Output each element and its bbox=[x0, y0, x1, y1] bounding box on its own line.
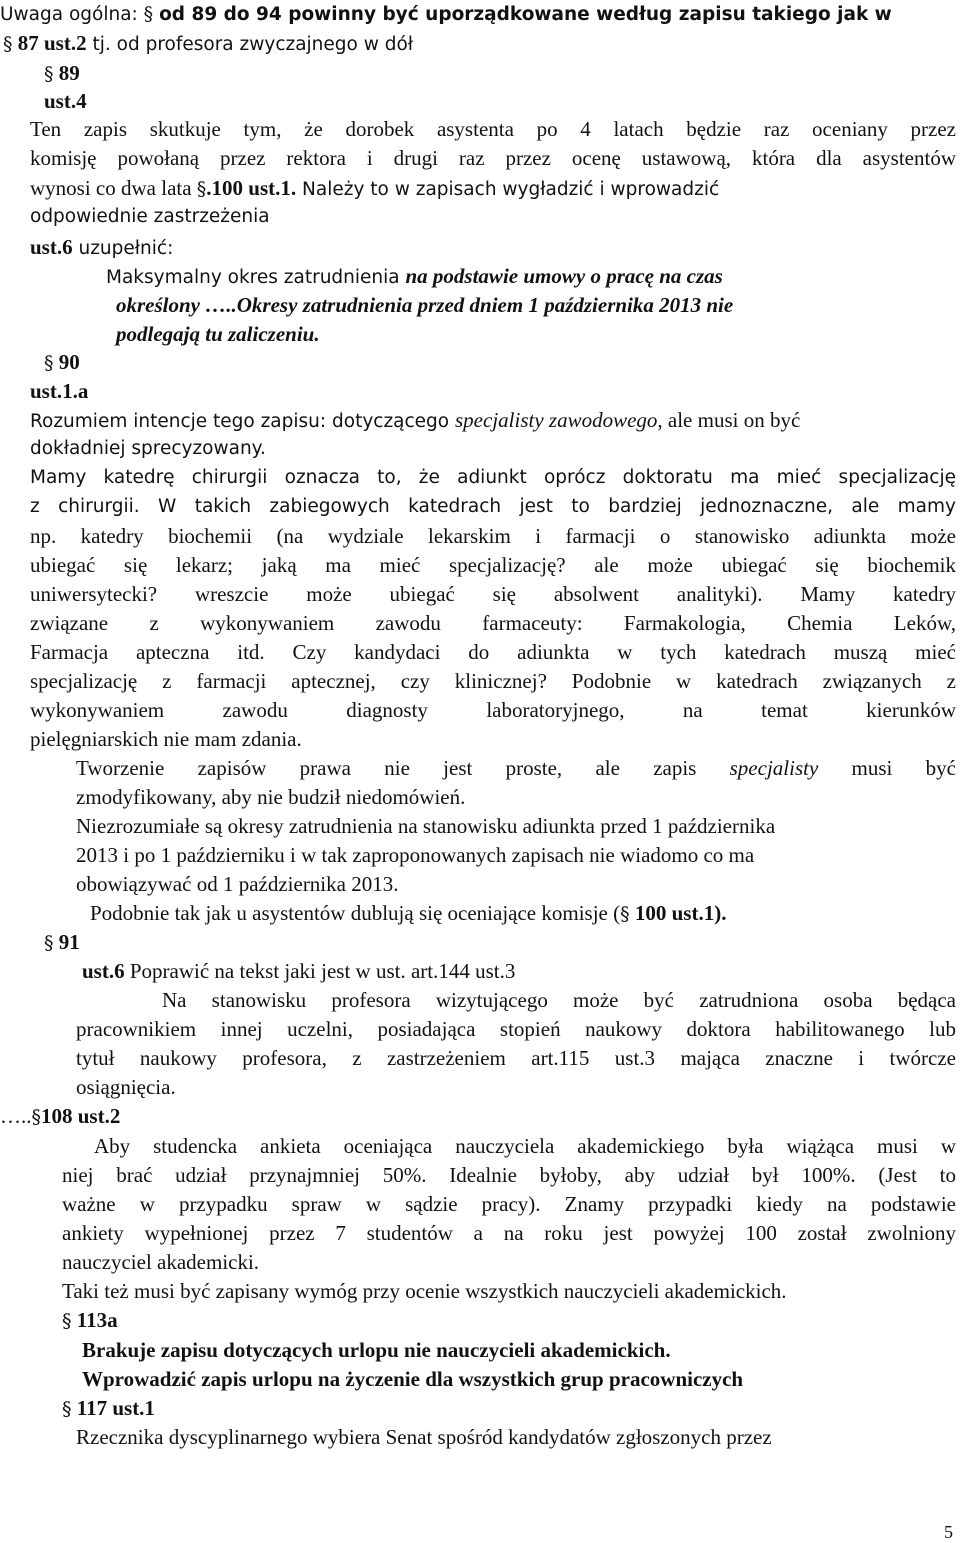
section-heading-113a: § 113a bbox=[62, 1308, 118, 1332]
section-sign-icon: § bbox=[196, 178, 207, 200]
section-heading-108: …..§108 ust.2 bbox=[0, 1104, 121, 1128]
paragraph-line: z chirurgii. W takich zabiegowych katedrach jest to bardziej jednoznaczne, ale mamy bbox=[30, 496, 956, 517]
subsection-heading: ust.4 bbox=[44, 89, 87, 113]
paragraph-line: Na stanowisku profesora wizytującego może być zatrudniona osoba będąca bbox=[162, 988, 956, 1012]
section-heading-89: § 89 bbox=[44, 61, 80, 85]
paragraph-line: związane z wykonywaniem zawodu farmaceuty: Farmakologia, Chemia Leków, bbox=[30, 611, 956, 635]
section-sign-icon: § bbox=[44, 352, 54, 374]
paragraph-line: nauczyciel akademicki. bbox=[62, 1250, 260, 1274]
paragraph-line: Aby studencka ankieta oceniająca nauczyciela akademickiego była wiążąca musi w bbox=[94, 1134, 956, 1158]
section-sign-icon: § bbox=[3, 33, 13, 55]
page-number: 5 bbox=[944, 1522, 953, 1542]
paragraph-line: zmodyfikowany, aby nie budził niedomówień. bbox=[76, 785, 466, 809]
subsection-heading: ust.1.a bbox=[30, 379, 89, 403]
section-sign-icon: § bbox=[62, 1398, 72, 1420]
quoted-text-line: podlegają tu zaliczeniu. bbox=[116, 322, 320, 346]
paragraph-line: osiągnięcia. bbox=[76, 1075, 176, 1099]
paragraph-line: ankiety wypełnionej przez 7 studentów a na roku jest powyżej 100 został zwolniony bbox=[62, 1221, 956, 1245]
paragraph-line: wynosi co dwa lata §.100 ust.1. Należy to w zapisach wygładzić i wprowadzić bbox=[30, 176, 720, 200]
note-continuation: § 87 ust.2 tj. od profesora zwyczajnego w dół bbox=[3, 31, 414, 55]
paragraph-line: komisję powołaną przez rektora i drugi raz przez ocenę ustawową, która dla asystentów bbox=[30, 146, 956, 170]
section-sign-icon: § bbox=[62, 1310, 72, 1332]
paragraph-line: Ten zapis skutkuje tym, że dorobek asystenta po 4 latach będzie raz oceniany przez bbox=[30, 117, 956, 141]
paragraph-line: np. katedry biochemii (na wydziale lekarskim i farmacji o stanowisko adiunkta może bbox=[30, 524, 956, 548]
paragraph-line: Tworzenie zapisów prawa nie jest proste, ale zapis specjalisty musi być bbox=[76, 756, 956, 780]
paragraph-line: odpowiednie zastrzeżenia bbox=[30, 206, 270, 227]
section-sign-icon: § bbox=[31, 1106, 41, 1128]
paragraph-line: uniwersytecki? wreszcie może ubiegać się absolwent analityki). Mamy katedry bbox=[30, 582, 956, 606]
paragraph-line: pracownikiem innej uczelni, posiadająca stopień naukowy doktora habilitowanego lub bbox=[76, 1017, 956, 1041]
section-sign-icon: § bbox=[620, 903, 630, 925]
note-text: od 89 do 94 powinny być uporządkowane według zapisu takiego jak w bbox=[159, 4, 892, 25]
paragraph-line: wykonywaniem zawodu diagnosty laboratoryjnego, na temat kierunków bbox=[30, 698, 956, 722]
paragraph-line: specjalizację z farmacji aptecznej, czy klinicznej? Podobnie w katedrach związanych z bbox=[30, 669, 956, 693]
bold-statement: Wprowadzić zapis urlopu na życzenie dla wszystkich grup pracowniczych bbox=[82, 1367, 744, 1391]
section-sign-icon: § bbox=[44, 932, 54, 954]
note-label: Uwaga ogólna: bbox=[0, 4, 144, 25]
paragraph-line: Niezrozumiałe są okresy zatrudnienia na stanowisku adiunkta przed 1 października bbox=[76, 814, 776, 838]
section-heading-91: § 91 bbox=[44, 930, 80, 954]
subsection-line: ust.6 Poprawić na tekst jaki jest w ust. art.144 ust.3 bbox=[82, 959, 516, 983]
paragraph-line: obowiązywać od 1 października 2013. bbox=[76, 872, 399, 896]
general-note-line bbox=[0, 1, 960, 28]
paragraph-line: niej brać udział przynajmniej 50%. Idealnie byłoby, aby udział był 100%. (Jest to bbox=[62, 1163, 956, 1187]
paragraph-line: Farmacja apteczna itd. Czy kandydaci do adiunkta w tych katedrach muszą mieć bbox=[30, 640, 956, 664]
section-sign-icon: § bbox=[143, 3, 154, 25]
paragraph-line: Podobnie tak jak u asystentów dublują się oceniające komisje (§ 100 ust.1). bbox=[90, 901, 727, 925]
paragraph-line: Rozumiem intencje tego zapisu: dotyczącego specjalisty zawodowego, ale musi on być bbox=[30, 408, 801, 432]
section-heading-117: § 117 ust.1 bbox=[62, 1396, 155, 1420]
subsection-line: ust.6 uzupełnić: bbox=[30, 235, 174, 259]
bold-statement: Brakuje zapisu dotyczących urlopu nie nauczycieli akademickich. bbox=[82, 1338, 671, 1362]
paragraph-line: pielęgniarskich nie mam zdania. bbox=[30, 727, 302, 751]
quoted-text-line: określony …..Okresy zatrudnienia przed dniem 1 października 2013 nie bbox=[116, 293, 734, 317]
paragraph-line: dokładniej sprecyzowany. bbox=[30, 438, 266, 459]
section-sign-icon: § bbox=[44, 63, 54, 85]
paragraph-line: Taki też musi być zapisany wymóg przy ocenie wszystkich nauczycieli akademickich. bbox=[62, 1279, 787, 1303]
paragraph-line: Rzecznika dyscyplinarnego wybiera Senat spośród kandydatów zgłoszonych przez bbox=[76, 1425, 772, 1449]
section-heading-90: § 90 bbox=[44, 350, 80, 374]
paragraph-line: Mamy katedrę chirurgii oznacza to, że adiunkt oprócz doktoratu ma mieć specjalizację bbox=[30, 467, 956, 488]
paragraph-line: ważne w przypadku spraw w sądzie pracy). Znamy przypadki kiedy na podstawie bbox=[62, 1192, 956, 1216]
quoted-text-line: Maksymalny okres zatrudnienia na podstawie umowy o pracę na czas bbox=[106, 264, 723, 288]
paragraph-line: ubiegać się lekarz; jaką ma mieć specjalizację? ale może ubiegać się biochemik bbox=[30, 553, 956, 577]
paragraph-line: tytuł naukowy profesora, z zastrzeżeniem art.115 ust.3 mająca znaczne i twórcze bbox=[76, 1046, 956, 1070]
paragraph-line: 2013 i po 1 październiku i w tak zaproponowanych zapisach nie wiadomo co ma bbox=[76, 843, 755, 867]
